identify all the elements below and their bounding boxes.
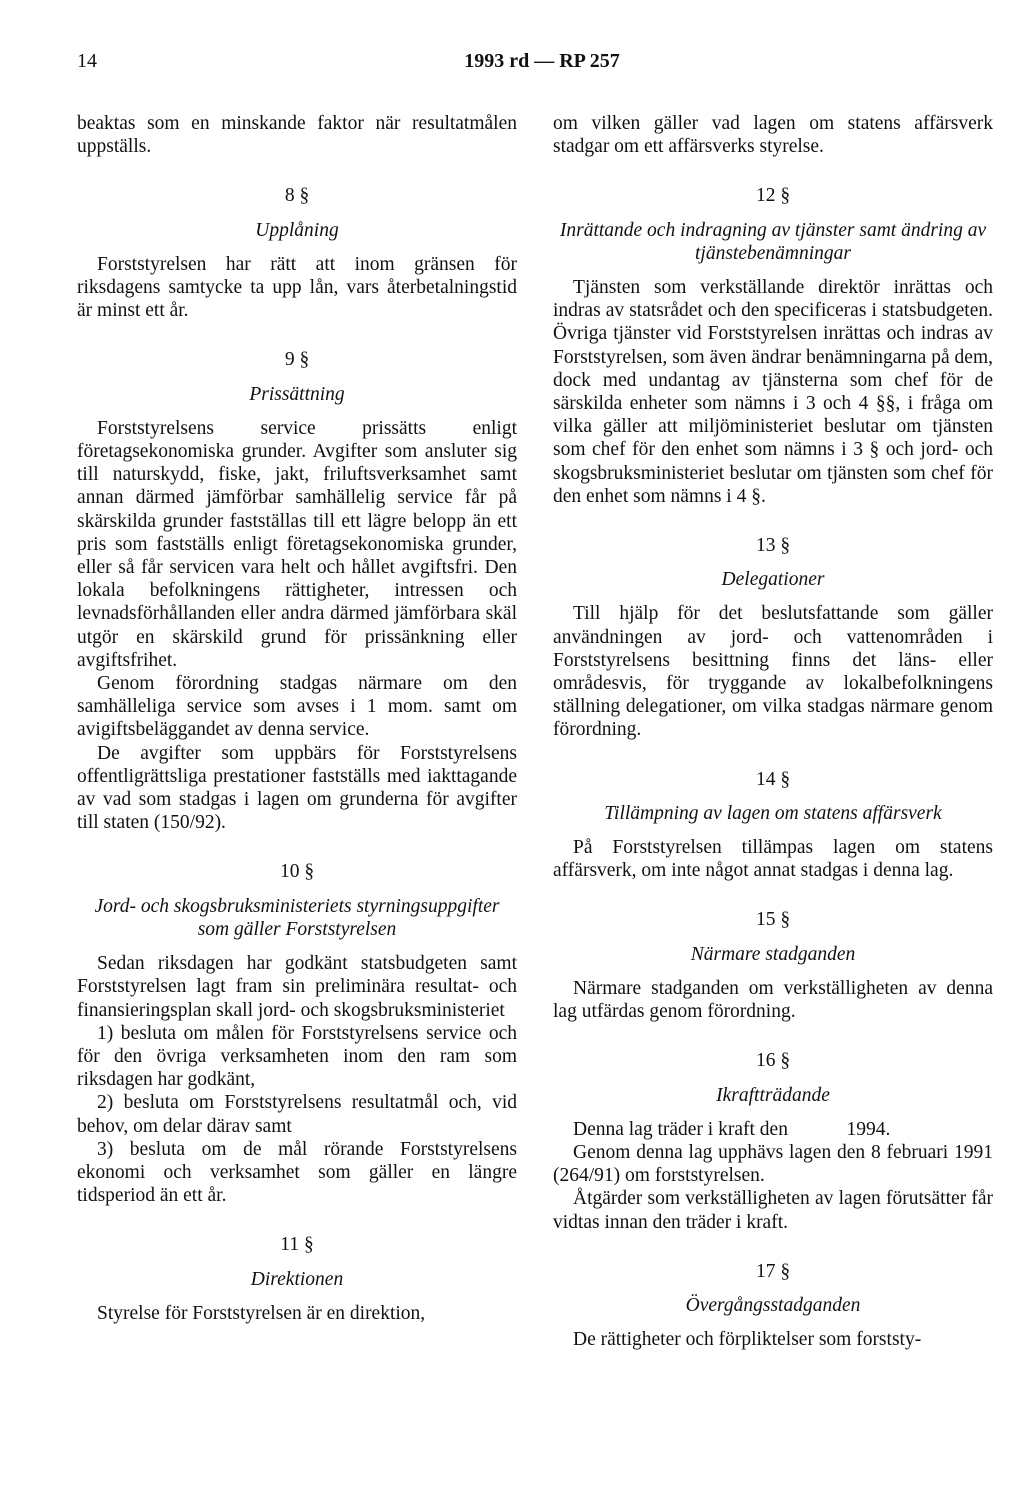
section-number: 8 § <box>284 185 310 207</box>
carry-over-paragraph: beaktas som en minskande faktor när resultatmålen uppställs. <box>77 113 517 158</box>
section-number: 14 § <box>755 768 791 790</box>
list-item: 2) besluta om Forststyrelsens resultatmål och, vid behov, om delar därav samt <box>77 1092 517 1137</box>
section-title: Jord- och skogsbruksministeriets styrningsuppgifter som gäller Forststyrelsen <box>94 895 500 940</box>
page-header <box>77 50 1007 80</box>
section-number: 11 § <box>280 1234 314 1256</box>
section-number: 10 § <box>279 861 315 883</box>
section-number: 15 § <box>755 909 791 931</box>
section-number: 16 § <box>755 1050 791 1072</box>
carry-over-paragraph: om vilken gäller vad lagen om statens affärsverk stadgar om ett affärsverks styrelse. <box>553 113 993 158</box>
right-column <box>553 112 993 1351</box>
section-title: Inrättande och indragning av tjänster samt ändring av tjänstebenämningar <box>559 219 987 264</box>
section-title: Ikraftträdande <box>716 1084 830 1106</box>
section-number: 17 § <box>755 1260 791 1282</box>
paragraph: Forststyrelsen har rätt att inom gränsen för riksdagens samtycke ta upp lån, vars återbetalningstid är minst ett år. <box>77 253 517 322</box>
paragraph: De avgifter som uppbärs för Forststyrelsens offentligrättsliga prestationer fastställs med iakttagande av vad som stadgas i lagen om grunderna för avgifter till staten (150/92). <box>77 742 517 834</box>
paragraph: Styrelse för Forststyrelsen är en direktion, <box>97 1302 426 1324</box>
section-number: 9 § <box>284 349 310 371</box>
list-item: 1) besluta om målen för Forststyrelsens service och för den övriga verksamheten inom den ram som riksdagen har godkänt, <box>77 1022 517 1091</box>
section-title: Prissättning <box>249 383 345 405</box>
paragraph: Till hjälp för det beslutsfattande som gäller användningen av jord- och vattenområden i Forststyrelsens besittning finns det läns- eller områdesvis, för tryggande av lokalbefolkningens ställning delegationer, om vilka stadgas närmare genom förordning. <box>553 603 993 741</box>
paragraph: Sedan riksdagen har godkänt statsbudgeten samt Forststyrelsen lagt fram sin preliminära resultat- och finansieringsplan skall jord- och skogsbruksministeriet <box>77 953 517 1021</box>
section-title: Upplåning <box>255 219 339 241</box>
page-number: 14 <box>77 50 97 72</box>
section-title: Tillämpning av lagen om statens affärsverk <box>604 802 942 824</box>
section-number: 13 § <box>755 535 791 557</box>
section-title: Direktionen <box>250 1268 344 1290</box>
paragraph: Forststyrelsens service prissätts enligt företagsekonomiska grunder. Avgifter som ansluter sig till naturskydd, fiske, jakt, friluftsverksamhet samt annan därmed jämförbar samhällelig service får på skärskilda grunder fastställas till ett lägre belopp än ett pris som fastställs enligt företagsekonomiska grunder, eller så får servicen vara helt och hållet avgiftsfri. Den lokala befolkningens rättigheter, intressen och levnadsförhållanden eller andra därmed jämförbara skäl utgör en skärskild grund för prissänkning eller avgiftsfrihet. <box>77 417 517 671</box>
paragraph: På Forststyrelsen tillämpas lagen om statens affärsverk, om inte något annat stadgas i denna lag. <box>553 837 993 882</box>
paragraph: Närmare stadganden om verkställigheten av denna lag utfärdas genom förordning. <box>553 977 993 1023</box>
paragraph: Denna lag träder i kraft den 1994. <box>573 1118 891 1140</box>
running-head: 1993 rd — RP 257 <box>464 50 620 72</box>
paragraph: Genom förordning stadgas närmare om den samhälleliga service som avses i 1 mom. samt om avigiftsbeläggandet av denna service. <box>77 673 517 741</box>
left-column <box>77 112 517 1325</box>
paragraph: Genom denna lag upphävs lagen den 8 februari 1991 (264/91) om forststyrelsen. <box>553 1141 993 1187</box>
section-number: 12 § <box>755 185 791 207</box>
section-title: Delegationer <box>721 569 825 591</box>
paragraph: Åtgärder som verkställigheten av lagen förutsätter får vidtas innan den träder i kraft. <box>553 1188 993 1233</box>
list-item: 3) besluta om de mål rörande Forststyrelsens ekonomi och verksamhet som gäller en längre tidsperiod än ett år. <box>77 1138 517 1207</box>
paragraph: Tjänsten som verkställande direktör inrättas och indras av statsrådet och den specificeras i statsbudgeten. Övriga tjänster vid Forststyrelsen inrättas och indras av Forststyrelsen, som även ändrar benämningarna på dem, dock med undantag av tjänsterna som chef för de särskilda enheter som nämns i 3 och 4 §§, i fråga om vilka gäller att miljöministeriet beslutar om tjänsten som chef för den enhet som nämns i 3 § och jord- och skogsbruksministeriet beslutar om tjänsten som chef för den enhet som nämns i 4 §. <box>553 277 993 507</box>
paragraph: De rättigheter och förpliktelser som forststy- <box>573 1329 922 1351</box>
section-title: Övergångsstadganden <box>685 1294 861 1316</box>
section-title: Närmare stadganden <box>690 943 856 965</box>
